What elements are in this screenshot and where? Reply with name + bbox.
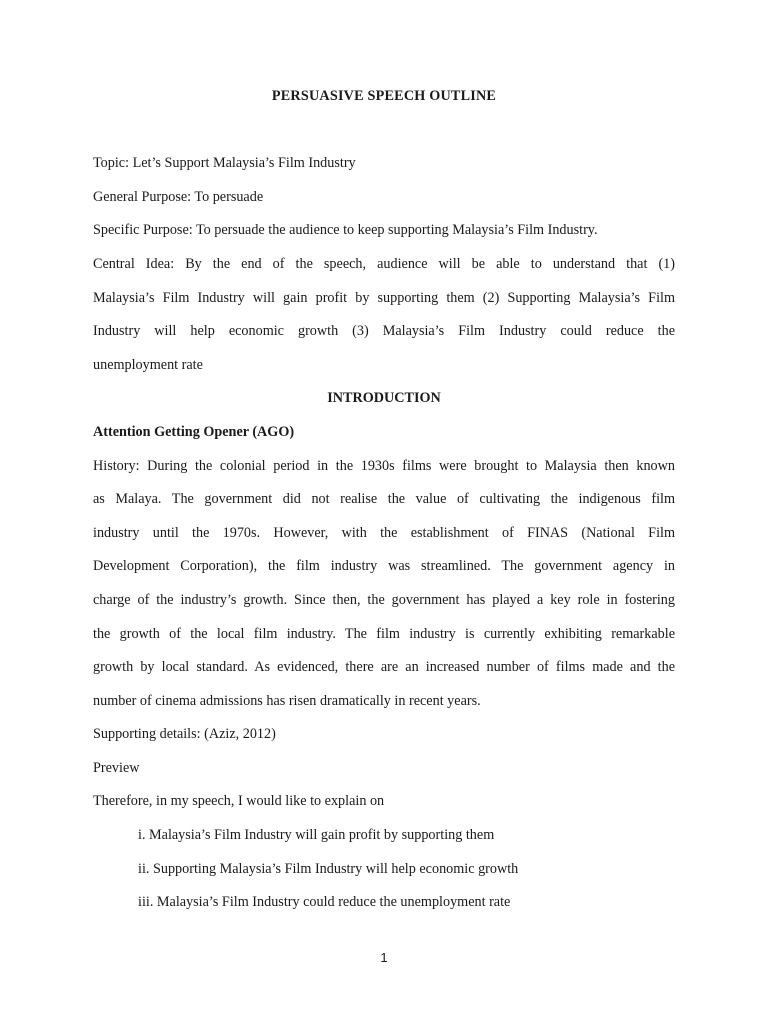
general-purpose-line: General Purpose: To persuade: [93, 189, 264, 205]
specific-purpose-line: Specific Purpose: To persuade the audience to keep supporting Malaysia’s Film Industry.: [93, 222, 598, 238]
history-line: History: During the colonial period in the 1930s films were brought to Malaysia then known: [93, 458, 675, 474]
history-line: Development Corporation), the film industry was streamlined. The government agency in: [93, 558, 675, 574]
topic-line: Topic: Let’s Support Malaysia’s Film Industry: [93, 155, 356, 171]
history-line: the growth of the local film industry. The film industry is currently exhibiting remarkable: [93, 626, 675, 642]
central-idea-line: Malaysia’s Film Industry will gain profit by supporting them (2) Supporting Malaysia’s Film: [93, 290, 675, 306]
history-line: industry until the 1970s. However, with the establishment of FINAS (National Film: [93, 525, 675, 541]
history-line: growth by local standard. As evidenced, there are an increased number of films made and the: [93, 659, 675, 675]
preview-intro: Therefore, in my speech, I would like to explain on: [93, 793, 385, 809]
supporting-details-line: Supporting details: (Aziz, 2012): [93, 726, 276, 742]
history-line: charge of the industry’s growth. Since then, the government has played a key role in fostering: [93, 592, 675, 608]
central-idea-line: unemployment rate: [93, 357, 203, 373]
document-title: PERSUASIVE SPEECH OUTLINE: [271, 88, 497, 104]
ago-heading: Attention Getting Opener (AGO): [93, 424, 295, 440]
preview-item: i. Malaysia’s Film Industry will gain profit by supporting them: [138, 827, 495, 843]
introduction-heading: INTRODUCTION: [327, 390, 441, 406]
central-idea-line: Industry will help economic growth (3) Malaysia’s Film Industry could reduce the: [93, 323, 675, 339]
history-line: number of cinema admissions has risen dramatically in recent years.: [93, 693, 481, 709]
preview-item: ii. Supporting Malaysia’s Film Industry will help economic growth: [138, 861, 519, 877]
page-number: 1: [380, 950, 388, 965]
history-line: as Malaya. The government did not realise the value of cultivating the indigenous film: [93, 491, 675, 507]
preview-label: Preview: [93, 760, 140, 776]
preview-item: iii. Malaysia’s Film Industry could reduce the unemployment rate: [138, 894, 511, 910]
central-idea-line: Central Idea: By the end of the speech, audience will be able to understand that (1): [93, 256, 675, 272]
